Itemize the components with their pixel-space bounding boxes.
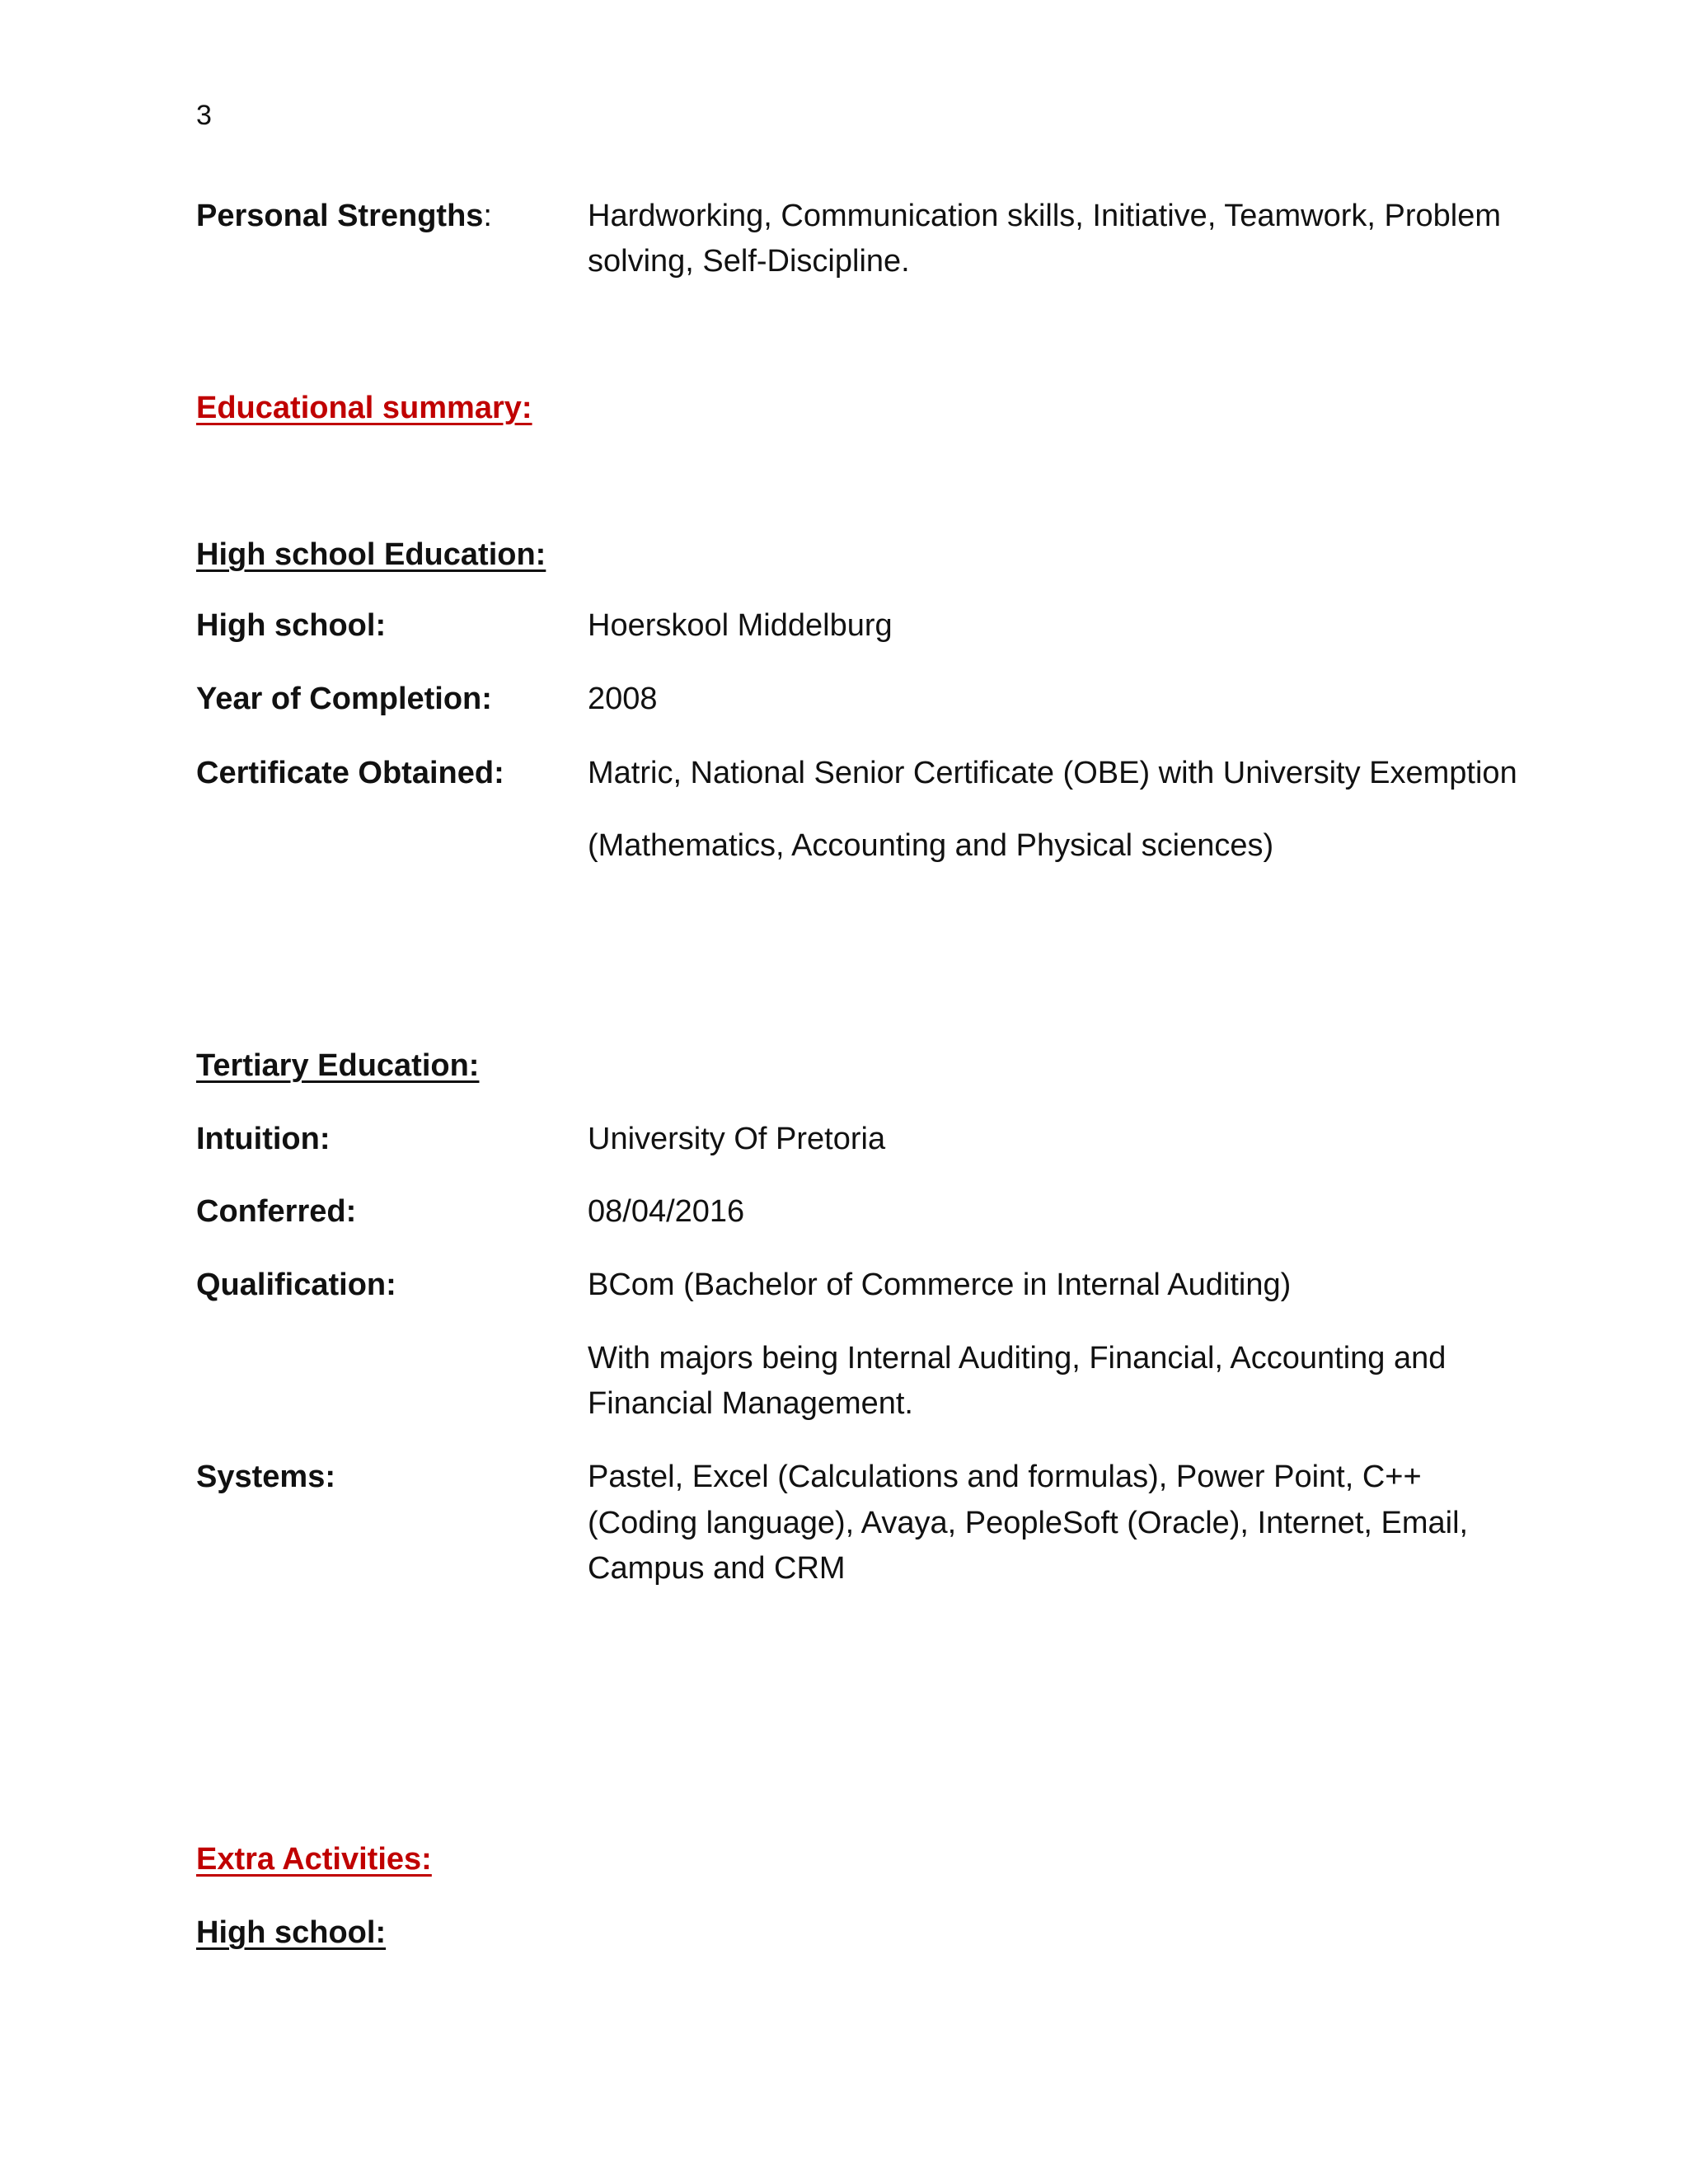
high-school-label: High school: (196, 608, 387, 643)
conferred-value: 08/04/2016 (588, 1194, 745, 1229)
extra-activities-high-school-heading: High school: (196, 1915, 387, 1950)
majors-line-2: Financial Management. (588, 1386, 913, 1421)
majors-line-1: With majors being Internal Auditing, Financial, Accounting and (588, 1341, 1447, 1376)
qualification-label: Qualification: (196, 1268, 396, 1302)
page-number: 3 (196, 100, 212, 131)
systems-label: Systems: (196, 1460, 335, 1494)
systems-line-3: Campus and CRM (588, 1551, 846, 1586)
high-school-value: Hoerskool Middelburg (588, 608, 893, 643)
conferred-label: Conferred: (196, 1194, 357, 1229)
personal-strengths-label (196, 196, 492, 236)
personal-strengths-label-text: Personal Strengths (196, 199, 484, 233)
systems-line-1: Pastel, Excel (Calculations and formulas), Power Point, C++ (588, 1460, 1422, 1494)
year-of-completion-value: 2008 (588, 682, 658, 716)
certificate-obtained-label: Certificate Obtained: (196, 756, 504, 790)
certificate-line-2: (Mathematics, Accounting and Physical sciences) (588, 828, 1274, 863)
systems-line-2: (Coding language), Avaya, PeopleSoft (Oracle), Internet, Email, (588, 1506, 1469, 1540)
personal-strengths-colon: : (483, 199, 492, 233)
year-of-completion-label: Year of Completion: (196, 682, 492, 716)
intuition-label: Intuition: (196, 1122, 331, 1156)
qualification-value: BCom (Bachelor of Commerce in Internal Auditing) (588, 1268, 1292, 1302)
high-school-education-heading: High school Education: (196, 537, 546, 572)
extra-activities-heading: Extra Activities: (196, 1842, 432, 1877)
tertiary-education-heading: Tertiary Education: (196, 1048, 480, 1083)
intuition-value: University Of Pretoria (588, 1122, 886, 1156)
educational-summary-heading: Educational summary: (196, 391, 532, 425)
personal-strengths-line-1: Hardworking, Communication skills, Initiative, Teamwork, Problem (588, 199, 1502, 233)
certificate-line-1: Matric, National Senior Certificate (OBE) with University Exemption (588, 756, 1517, 790)
personal-strengths-line-2: solving, Self-Discipline. (588, 244, 910, 279)
